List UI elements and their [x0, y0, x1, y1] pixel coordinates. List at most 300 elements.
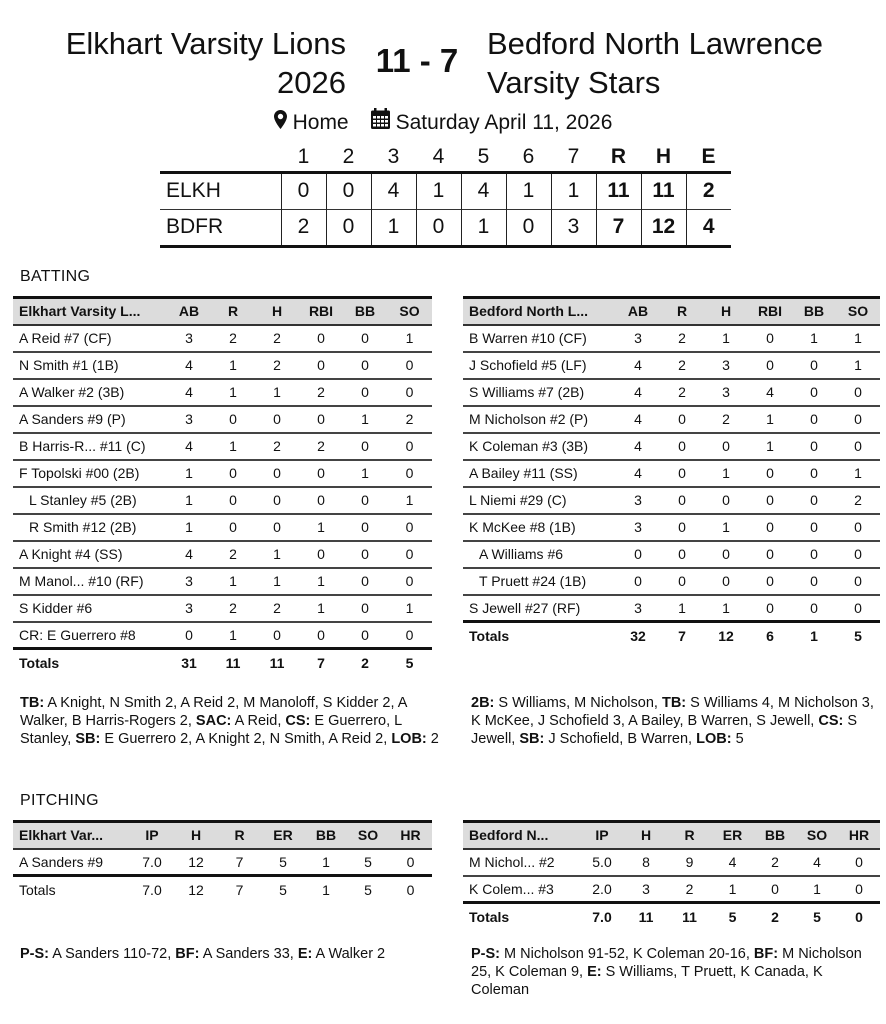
- player-stat-hr: 0: [855, 880, 863, 897]
- note-text: S Williams 4, M Nicholson 3, K McKee, J Schofield 3, A Bailey, B Warren, S Jewell,: [471, 695, 874, 729]
- player-stat-ab: 0: [616, 568, 660, 595]
- player-name: M Nicholson #2 (P): [463, 406, 616, 433]
- player-stat-rbi: 4: [748, 379, 792, 406]
- player-stat-r: 1: [211, 352, 255, 379]
- linescore-col-errors: E: [701, 145, 716, 169]
- stat-column-header-bb: BB: [792, 298, 836, 325]
- player-name: B Warren #10 (CF): [463, 325, 616, 352]
- total-stat-r: 11: [668, 903, 711, 931]
- home-pitching-table: [13, 820, 432, 904]
- totals-label: Totals: [463, 903, 580, 931]
- player-stat-bb: 0: [343, 325, 387, 352]
- total-stat-er: 5: [711, 903, 754, 931]
- player-row: [463, 876, 880, 903]
- player-name: K McKee #8 (1B): [463, 514, 616, 541]
- note-label: BF:: [175, 946, 200, 962]
- away-team-name-line2: Varsity Stars: [487, 65, 661, 100]
- totals-label: Totals: [13, 876, 130, 904]
- player-stat-bb: 0: [792, 433, 836, 460]
- player-stat-r: 2: [685, 880, 694, 897]
- player-stat-r: 0: [660, 460, 704, 487]
- player-row: [13, 595, 432, 622]
- total-stat-hr: 0: [389, 876, 432, 904]
- player-stat-ab: 4: [616, 433, 660, 460]
- player-name: A Knight #4 (SS): [13, 541, 167, 568]
- player-row: [463, 514, 880, 541]
- player-stat-bb: 0: [792, 352, 836, 379]
- player-stat-so: 0: [836, 568, 880, 595]
- player-stat-r: 0: [660, 514, 704, 541]
- player-stat-ab: 4: [167, 352, 211, 379]
- note-label: LOB:: [391, 731, 427, 747]
- note-label: CS:: [285, 713, 311, 729]
- player-stat-so: 1: [387, 487, 432, 514]
- player-stat-h: 0: [255, 406, 299, 433]
- player-row: [463, 406, 880, 433]
- total-stat-h: 12: [174, 876, 218, 904]
- player-stat-so: 0: [405, 626, 414, 643]
- linescore-col-4: 4: [432, 145, 445, 169]
- stat-column-header-er: ER: [711, 822, 754, 849]
- player-name: S Williams #7 (2B): [463, 379, 616, 406]
- map-pin-icon: [274, 109, 287, 137]
- total-stat-h: 11: [624, 903, 668, 931]
- player-stat-h: 2: [704, 406, 748, 433]
- player-name: M Manol... #10 (RF): [13, 568, 167, 595]
- stat-column-header-so: SO: [796, 822, 838, 849]
- player-stat-ab: 4: [167, 433, 211, 460]
- pitching-section-title: PITCHING: [20, 792, 99, 809]
- stat-column-header-h: H: [255, 298, 299, 325]
- player-stat-h: 0: [255, 514, 299, 541]
- player-stat-r: 2: [211, 325, 255, 352]
- stat-column-header-h: H: [624, 822, 668, 849]
- stat-column-header-ab: AB: [167, 298, 211, 325]
- player-row: [463, 325, 880, 352]
- player-name: J Schofield #5 (LF): [463, 352, 616, 379]
- away-batting-notes: [471, 694, 886, 748]
- player-name: A Sanders #9: [19, 853, 104, 870]
- player-row: [463, 541, 880, 568]
- total-stat-bb: 2: [754, 903, 796, 931]
- player-stat-h: 1: [704, 460, 748, 487]
- player-stat-r: 1: [678, 599, 686, 616]
- stat-column-header-r: R: [211, 298, 255, 325]
- stat-column-header-rbi: RBI: [299, 298, 343, 325]
- player-name: B Harris-R... #11 (C): [13, 433, 167, 460]
- player-stat-rbi: 0: [748, 541, 792, 568]
- note-label: BF:: [753, 946, 779, 962]
- player-name: CR: E Guerrero #8: [19, 626, 136, 643]
- player-name: A Sanders #9 (P): [13, 406, 167, 433]
- player-stat-h: 3: [642, 880, 650, 897]
- total-stat-so: 5: [796, 903, 838, 931]
- player-stat-r: 0: [211, 487, 255, 514]
- player-row: [13, 514, 432, 541]
- player-stat-ab: 1: [167, 514, 211, 541]
- away-batting-header-row: [463, 298, 880, 325]
- player-stat-h: 1: [704, 325, 748, 352]
- note-label: SAC:: [195, 713, 232, 729]
- linescore-total-r: 11: [596, 172, 641, 209]
- player-stat-ab: 3: [167, 406, 211, 433]
- player-stat-h: 1: [704, 514, 748, 541]
- player-stat-rbi: 0: [299, 325, 343, 352]
- player-name: A Walker #2 (3B): [13, 379, 167, 406]
- player-stat-so: 0: [387, 568, 432, 595]
- player-stat-bb: 0: [343, 433, 387, 460]
- stat-column-header-bb: BB: [343, 298, 387, 325]
- total-stat-r: 7: [218, 876, 261, 904]
- note-label: 2B:: [471, 695, 495, 711]
- linescore-team-abbr: BDFR: [160, 209, 281, 246]
- player-stat-ab: 4: [167, 379, 211, 406]
- player-stat-r: 0: [660, 433, 704, 460]
- player-stat-ab: 4: [616, 406, 660, 433]
- player-stat-bb: 0: [361, 626, 369, 643]
- away-pitching-header-row: [463, 822, 880, 849]
- stat-column-header-hr: HR: [838, 822, 880, 849]
- player-stat-r: 7: [235, 853, 244, 870]
- totals-label: Totals: [13, 649, 167, 677]
- player-name: N Smith #1 (1B): [13, 352, 167, 379]
- total-stat-ab: 32: [616, 622, 660, 650]
- player-stat-ab: 3: [616, 325, 660, 352]
- player-stat-h: 1: [255, 568, 299, 595]
- total-stat-bb: 1: [305, 876, 347, 904]
- player-stat-bb: 0: [343, 568, 387, 595]
- player-stat-bb: 0: [343, 541, 387, 568]
- player-stat-ab: 3: [634, 599, 642, 616]
- totals-label: Totals: [463, 622, 616, 650]
- team-column-header: Bedford North L...: [463, 298, 616, 325]
- player-stat-h: 1: [722, 599, 730, 616]
- player-stat-bb: 0: [792, 406, 836, 433]
- linescore-inning-1-runs: 0: [281, 172, 326, 209]
- player-stat-ab: 3: [167, 595, 211, 622]
- linescore-inning-5-runs: 4: [461, 172, 506, 209]
- player-stat-rbi: 0: [748, 325, 792, 352]
- game-date: Saturday April 11, 2026: [395, 110, 613, 134]
- note-label: SB:: [75, 731, 101, 747]
- total-stat-h: 11: [255, 649, 299, 677]
- note-label: P-S:: [471, 946, 500, 962]
- away-team-name-line1: Bedford North Lawrence: [487, 26, 824, 61]
- player-row: [13, 433, 432, 460]
- player-stat-rbi: 0: [317, 626, 325, 643]
- linescore-col-hits: H: [655, 145, 672, 169]
- note-text: M Nicholson 25, K Coleman 9,: [471, 946, 862, 980]
- player-stat-r: 1: [211, 568, 255, 595]
- player-stat-ip: 7.0: [142, 853, 162, 870]
- player-row: [13, 568, 432, 595]
- player-stat-ab: 3: [616, 487, 660, 514]
- home-batting-header-row: [13, 298, 432, 325]
- away-pitching-notes: [471, 945, 871, 999]
- player-stat-h: 0: [255, 487, 299, 514]
- player-stat-ip: 2.0: [592, 880, 612, 897]
- stat-column-header-r: R: [668, 822, 711, 849]
- note-label: P-S:: [20, 946, 49, 962]
- stat-column-header-h: H: [174, 822, 218, 849]
- player-stat-so: 1: [387, 595, 432, 622]
- note-text: A Sanders 110-72,: [49, 946, 176, 962]
- linescore-inning-7-runs: 1: [551, 172, 596, 209]
- player-row: [13, 406, 432, 433]
- total-stat-ab: 31: [167, 649, 211, 677]
- player-stat-h: 0: [704, 487, 748, 514]
- player-name: L Niemi #29 (C): [463, 487, 616, 514]
- linescore-col-2: 2: [342, 145, 355, 169]
- away-pitching-table: [463, 820, 880, 931]
- team-column-header: Elkhart Varsity L...: [13, 298, 167, 325]
- player-stat-rbi: 0: [748, 487, 792, 514]
- linescore-total-h: 12: [641, 209, 686, 246]
- stat-column-header-er: ER: [261, 822, 305, 849]
- player-stat-bb: 0: [792, 487, 836, 514]
- home-team-name-line2: 2026: [277, 65, 346, 100]
- player-stat-ab: 3: [616, 514, 660, 541]
- game-header: [0, 24, 886, 104]
- player-stat-so: 0: [387, 352, 432, 379]
- player-stat-ab: 3: [167, 568, 211, 595]
- player-stat-h: 3: [704, 379, 748, 406]
- player-stat-bb: 0: [343, 379, 387, 406]
- note-text: 5: [731, 731, 744, 747]
- totals-row: [13, 649, 432, 677]
- player-row: [13, 849, 432, 876]
- linescore-inning-3-runs: 1: [371, 209, 416, 246]
- final-score: 11 - 7: [375, 42, 459, 79]
- total-stat-rbi: 7: [299, 649, 343, 677]
- linescore-col-1: 1: [297, 145, 310, 169]
- player-stat-bb: 1: [792, 325, 836, 352]
- player-stat-bb: 0: [810, 599, 818, 616]
- player-stat-so: 0: [836, 541, 880, 568]
- stat-column-header-so: SO: [836, 298, 880, 325]
- player-stat-h: 0: [255, 460, 299, 487]
- player-stat-so: 1: [836, 325, 880, 352]
- player-stat-r: 1: [211, 433, 255, 460]
- player-stat-h: 8: [624, 849, 668, 876]
- player-stat-h: 2: [255, 325, 299, 352]
- player-stat-r: 0: [660, 487, 704, 514]
- player-stat-r: 1: [229, 626, 237, 643]
- home-batting-table: [13, 296, 432, 677]
- total-stat-bb: 1: [792, 622, 836, 650]
- note-label: LOB:: [696, 731, 732, 747]
- player-stat-so: 0: [836, 514, 880, 541]
- linescore-inning-6-runs: 1: [506, 172, 551, 209]
- player-row: [463, 849, 880, 876]
- note-label: CS:: [818, 713, 844, 729]
- player-stat-so: 1: [836, 352, 880, 379]
- stat-column-header-so: SO: [387, 298, 432, 325]
- player-stat-r: 2: [660, 379, 704, 406]
- player-stat-rbi: 0: [299, 487, 343, 514]
- player-stat-er: 5: [279, 853, 287, 870]
- player-stat-r: 2: [211, 595, 255, 622]
- player-stat-hr: 0: [406, 853, 415, 870]
- player-stat-rbi: 0: [299, 541, 343, 568]
- total-stat-rbi: 6: [748, 622, 792, 650]
- note-label: TB:: [20, 695, 45, 711]
- note-text: S Williams, M Nicholson,: [494, 695, 662, 711]
- player-stat-bb: 1: [322, 853, 330, 870]
- player-stat-so: 0: [854, 599, 862, 616]
- total-stat-so: 5: [836, 622, 880, 650]
- player-stat-bb: 0: [792, 514, 836, 541]
- player-stat-r: 9: [668, 849, 711, 876]
- player-stat-so: 0: [387, 379, 432, 406]
- linescore-inning-2-runs: 0: [326, 172, 371, 209]
- stat-column-header-so: SO: [347, 822, 389, 849]
- linescore-total-e: 2: [686, 172, 731, 209]
- player-name: S Kidder #6: [13, 595, 167, 622]
- stat-column-header-rbi: RBI: [748, 298, 792, 325]
- total-stat-bb: 2: [343, 649, 387, 677]
- player-name: A Bailey #11 (SS): [463, 460, 616, 487]
- stat-column-header-r: R: [218, 822, 261, 849]
- player-stat-bb: 0: [343, 487, 387, 514]
- total-stat-h: 12: [704, 622, 748, 650]
- player-stat-er: 4: [711, 849, 754, 876]
- linescore-col-6: 6: [522, 145, 535, 169]
- player-stat-so: 2: [387, 406, 432, 433]
- player-stat-rbi: 0: [299, 352, 343, 379]
- player-name: K Coleman #3 (3B): [463, 433, 616, 460]
- player-stat-bb: 1: [343, 460, 387, 487]
- note-text: E Guerrero 2, A Knight 2, N Smith, A Reid 2,: [100, 731, 392, 747]
- player-stat-rbi: 0: [748, 460, 792, 487]
- note-text: A Walker 2: [312, 946, 386, 962]
- player-name: F Topolski #00 (2B): [13, 460, 167, 487]
- total-stat-hr: 0: [838, 903, 880, 931]
- stat-column-header-bb: BB: [305, 822, 347, 849]
- player-stat-h: 12: [188, 853, 204, 870]
- player-stat-r: 1: [211, 379, 255, 406]
- totals-row: [13, 876, 432, 904]
- player-stat-h: 0: [704, 568, 748, 595]
- linescore-header-row: [160, 144, 731, 172]
- linescore-row: [160, 209, 731, 246]
- stat-column-header-bb: BB: [754, 822, 796, 849]
- player-stat-rbi: 0: [299, 406, 343, 433]
- player-stat-rbi: 0: [299, 460, 343, 487]
- player-stat-r: 0: [660, 406, 704, 433]
- player-name: S Jewell #27 (RF): [469, 599, 581, 616]
- player-row: [463, 487, 880, 514]
- linescore-inning-7-runs: 3: [551, 209, 596, 246]
- player-stat-rbi: 1: [299, 595, 343, 622]
- home-team-name-line1: Elkhart Varsity Lions: [65, 26, 346, 61]
- player-stat-rbi: 1: [299, 568, 343, 595]
- player-stat-r: 0: [660, 541, 704, 568]
- player-stat-h: 0: [704, 433, 748, 460]
- player-stat-rbi: 0: [748, 352, 792, 379]
- player-name: R Smith #12 (2B): [13, 514, 167, 541]
- player-stat-rbi: 0: [748, 514, 792, 541]
- player-name: K Colem... #3: [469, 880, 554, 897]
- player-stat-bb: 0: [343, 595, 387, 622]
- home-team-name: [66, 24, 346, 102]
- linescore-total-e: 4: [686, 209, 731, 246]
- player-row: [13, 379, 432, 406]
- player-row: [13, 541, 432, 568]
- player-stat-bb: 0: [792, 460, 836, 487]
- player-row: [463, 433, 880, 460]
- player-stat-bb: 0: [792, 541, 836, 568]
- total-stat-r: 11: [211, 649, 255, 677]
- total-stat-ip: 7.0: [580, 903, 624, 931]
- home-pitching-header-row: [13, 822, 432, 849]
- note-label: TB:: [661, 695, 687, 711]
- linescore-inning-6-runs: 0: [506, 209, 551, 246]
- note-label: E:: [297, 946, 313, 962]
- player-stat-so: 1: [387, 325, 432, 352]
- player-stat-h: 0: [704, 541, 748, 568]
- player-row: [463, 460, 880, 487]
- player-stat-h: 2: [255, 352, 299, 379]
- player-stat-so: 5: [364, 853, 372, 870]
- note-text: A Knight, N Smith 2, A Reid 2, M Manoloff, S Kidder 2, A Walker, B Harris-Rogers 2,: [20, 695, 407, 729]
- away-batting-table: [463, 296, 880, 650]
- player-stat-ab: 4: [616, 460, 660, 487]
- player-stat-so: 1: [836, 460, 880, 487]
- player-row: [13, 460, 432, 487]
- player-row: [13, 352, 432, 379]
- home-pitching-notes: [20, 945, 450, 963]
- stat-column-header-ab: AB: [616, 298, 660, 325]
- total-stat-er: 5: [261, 876, 305, 904]
- total-stat-r: 7: [660, 622, 704, 650]
- player-stat-so: 0: [836, 379, 880, 406]
- player-stat-er: 1: [728, 880, 737, 897]
- player-stat-r: 0: [211, 460, 255, 487]
- player-name: L Stanley #5 (2B): [13, 487, 167, 514]
- player-stat-bb: 0: [343, 352, 387, 379]
- player-stat-bb: 0: [343, 514, 387, 541]
- player-row: [13, 325, 432, 352]
- player-stat-so: 0: [387, 514, 432, 541]
- player-stat-ab: 1: [167, 487, 211, 514]
- batting-section-title: BATTING: [20, 268, 91, 285]
- linescore-inning-3-runs: 4: [371, 172, 416, 209]
- player-stat-bb: 0: [792, 568, 836, 595]
- linescore-team-abbr: ELKH: [160, 172, 281, 209]
- player-stat-so: 0: [387, 460, 432, 487]
- linescore-total-r: 7: [596, 209, 641, 246]
- note-text: S Williams, T Pruett, K Canada, K Coleman: [471, 964, 823, 998]
- player-stat-rbi: 1: [299, 514, 343, 541]
- linescore-inning-2-runs: 0: [326, 209, 371, 246]
- game-meta: [0, 108, 886, 137]
- player-stat-rbi: 1: [748, 433, 792, 460]
- stat-column-header-ip: IP: [580, 822, 624, 849]
- player-stat-rbi: 2: [299, 379, 343, 406]
- linescore-row: [160, 172, 731, 209]
- player-stat-so: 1: [813, 880, 821, 897]
- player-row: [13, 487, 432, 514]
- player-stat-r: 0: [211, 514, 255, 541]
- player-row: [463, 379, 880, 406]
- player-row: [463, 595, 880, 622]
- home-batting-notes: [20, 694, 440, 748]
- player-stat-so: 0: [836, 433, 880, 460]
- player-stat-h: 0: [273, 626, 281, 643]
- linescore-corner: [160, 144, 281, 172]
- total-stat-ip: 7.0: [130, 876, 174, 904]
